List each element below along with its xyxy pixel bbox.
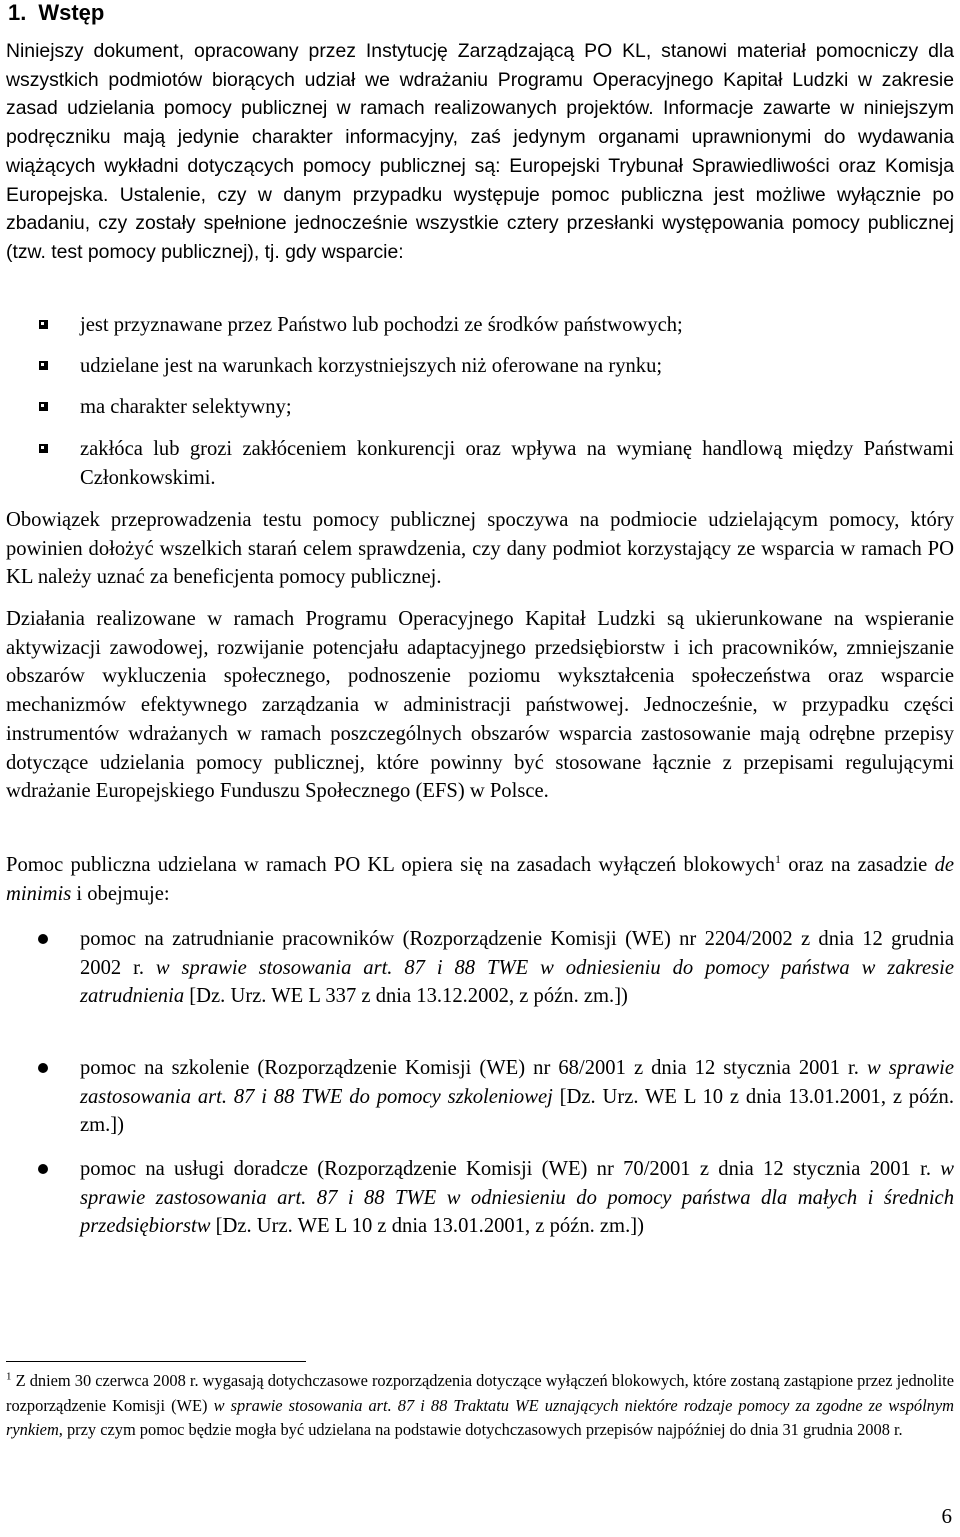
round-bullet-icon [35,1054,55,1082]
section-title: Wstęp [38,0,105,25]
intro-paragraph [6,37,954,267]
criteria-text: ma charakter selektywny; [80,396,292,418]
criteria-text: udzielane jest na warunkach korzystniejszych niż oferowane na rynku; [80,355,663,377]
aid-item-text-a: pomoc na usługi doradcze (Rozporządzenie Komisji (WE) nr 70/2001 z dnia 12 stycznia 2001 r. [80,1158,941,1180]
obligation-paragraph: Obowiązek przeprowadzenia testu pomocy publicznej spoczywa na podmiocie udzielającym pomocy, który powinien dołożyć wszelkich starań celem sprawdzenia, czy dany podmiot korzystający ze wsparcia w ramach PO KL należy uznać za beneficjenta pomocy publicznej. [6,509,954,589]
square-bullet-icon [35,435,55,463]
criteria-text: zakłóca lub grozi zakłóceniem konkurencji oraz wpływa na wymianę handlową między Państwami Członkowskimi. [80,438,954,489]
aid-item-text-a: pomoc na szkolenie (Rozporządzenie Komisji (WE) nr 68/2001 z dnia 12 stycznia 2001 r. [80,1057,867,1079]
aid-basis-text: Pomoc publiczna udzielana w ramach PO KL opiera się na zasadach wyłączeń blokowych [6,854,775,876]
square-bullet-icon [35,393,55,421]
intro-text-1: Niniejszy dokument, opracowany przez Instytucję Zarządzającą PO KL, stanowi materiał pomocniczy dla wszystkich podmiotów biorących udział we wdrażaniu Programu Operacyjnego Kapitał Ludzki w zakresie zasad udzielania pomocy publicznej w ramach realizowanych projektów. [6,40,954,120]
footnote-number: 1 [6,1370,12,1383]
aid-basis-paragraph [6,851,954,908]
section-number: 1. [8,0,27,25]
aid-item-text-italic: w sprawie stosowania art. 87 i 88 TWE w odniesieniu do pomocy państwa w zakresie zatrudnienia [80,956,955,1008]
footnote [6,1369,954,1443]
round-bullet-icon [35,925,55,953]
aid-basis-text-3: i obejmuje: [71,882,170,905]
aid-item-text-b: [Dz. Urz. WE L 10 z dnia 13.01.2001, z późn. zm.]) [210,1215,644,1238]
de-minimis-term: de minimis [6,854,955,905]
page-number: 6 [941,1504,952,1528]
aid-item-text [80,925,954,1011]
aid-basis-text-2: oraz na zasadzie [780,854,935,876]
criteria-text: jest przyznawane przez Państwo lub pochodzi ze środków państwowych; [80,314,683,336]
footnote-text-a: Z dniem 30 czerwca 2008 r. wygasają dotychczasowe rozporządzenia dotyczące wyłączeń blokowych, które zostaną zastąpione przez jednolite rozporządzenie Komisji (WE) [6,1371,954,1415]
footnote-text-b: przy czym pomoc będzie mogła być udzielana na podstawie dotychczasowych przepisów najpóźniej do dnia 31 grudnia 2008 r. [62,1420,903,1440]
aid-item-text-b: [Dz. Urz. WE L 10 z dnia 13.01.2001, z późn. zm.]) [80,1085,954,1137]
aid-item-text-italic: w sprawie zastosowania art. 87 i 88 TWE do pomocy szkoleniowej [80,1057,955,1108]
intro-text-3: Ustalenie, czy w danym przypadku występuje pomoc publiczna jest możliwe wyłącznie po zbadaniu, czy zostały spełnione jednocześnie wszystkie cztery przesłanki występowania pomocy publicznej (tzw. test pomocy publicznej), tj. gdy wsparcie: [6,183,954,263]
footnote-text-italic: w sprawie stosowania art. 87 i 88 Traktatu WE uznających niektóre rodzaje pomocy za zgodne ze wspólnym rynkiem, [6,1395,954,1440]
footnote-reference: 1 [774,852,781,867]
aid-item-text-italic: w sprawie zastosowania art. 87 i 88 TWE w odniesieniu do pomocy państwa dla małych i średnich przedsiębiorstw [80,1158,954,1238]
activities-paragraph: Działania realizowane w ramach Programu Operacyjnego Kapitał Ludzki są ukierunkowane na wspieranie aktywizacji zawodowej, rozwijanie potencjału adaptacyjnego przedsiębiorstw i ich pracowników, zmniejszanie obszarów wykluczenia społecznego, podnoszenie poziomu wykształcenia społeczeństwa oraz wsparcie mechanizmów efektywnego zarządzania w administracji państwowej. Jednocześnie, w przypadku części instrumentów wdrażanych w ramach poszczególnych obszarów wsparcia zastosowanie mają odrębne przepisy dotyczące udzielania pomocy publicznej, które powinny być stosowane łącznie z przepisami regulującymi wdrażanie Europejskiego Funduszu Społecznego (EFS) w Polsce. [6,608,954,803]
aid-item-text-a: pomoc na zatrudnianie pracowników (Rozporządzenie Komisji (WE) nr 2204/2002 z dnia 12 grudnia 2002 r. [80,928,954,979]
round-bullet-icon [35,1155,55,1183]
footnote-separator [6,1361,306,1362]
section-heading [8,0,104,27]
aid-item-text [80,1054,954,1140]
square-bullet-icon [35,311,55,339]
square-bullet-icon [35,352,55,380]
aid-item-text-b: [Dz. Urz. WE L 337 z dnia 13.12.2002, z późn. zm.]) [184,985,628,1008]
intro-text-2: Informacje zawarte w niniejszym podręczniku mają jedynie charakter informacyjny, zaś jedynym organami uprawnionymi do wydawania wiążących wykładni dotyczących pomocy publicznej są: Europejski Trybunał Sprawiedliwości oraz Komisja Europejska. [6,97,955,206]
aid-item-text [80,1155,954,1241]
